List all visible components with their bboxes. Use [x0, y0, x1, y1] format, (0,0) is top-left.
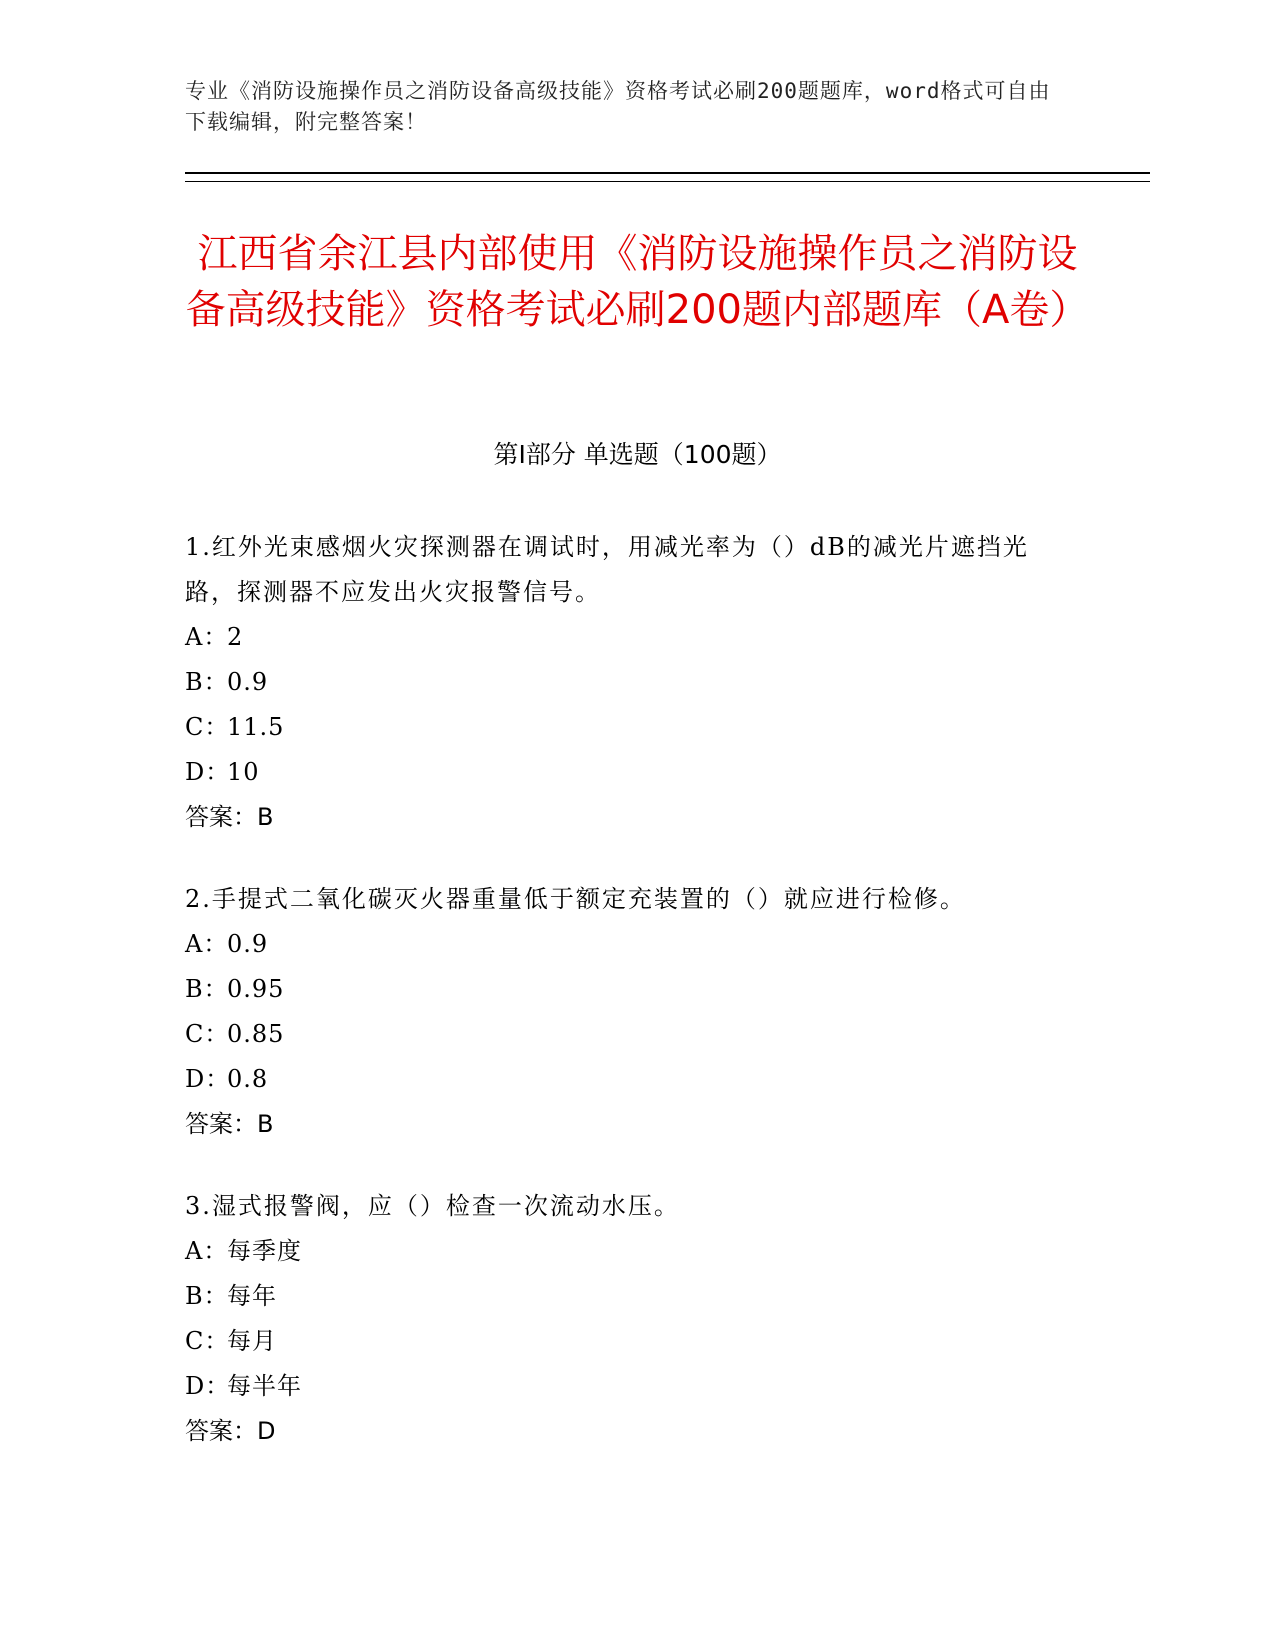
answer-line: 答案：B [185, 803, 274, 831]
header-note: 专业《消防设施操作员之消防设备高级技能》资格考试必刷200题题库，word格式可自由下载编辑，附完整答案！ [185, 79, 1051, 134]
question-item [185, 525, 1075, 840]
option-letter: A： [185, 623, 229, 651]
document-title: 江西省余江县内部使用《消防设施操作员之消防设备高级技能》资格考试必刷200题内部题库（A卷） [185, 231, 1090, 333]
question-item [185, 1184, 1075, 1454]
option-c [185, 1319, 1075, 1364]
option-b [185, 1274, 1075, 1319]
question-stem: 1.红外光束感烟火灾探测器在调试时，用减光率为（）dB的减光片遮挡光路，探测器不应发出火灾报警信号。 [185, 533, 1029, 606]
option-letter: B： [185, 1282, 229, 1310]
option-d [185, 1057, 1075, 1102]
option-text: 0.9 [227, 930, 269, 958]
option-a [185, 922, 1075, 967]
option-a [185, 615, 1075, 660]
option-letter: A： [185, 930, 229, 958]
option-letter: D： [185, 1065, 231, 1093]
option-text: 每半年 [227, 1372, 302, 1400]
question-stem: 3.湿式报警阀，应（）检查一次流动水压。 [185, 1192, 680, 1220]
option-c [185, 705, 1075, 750]
option-letter: C： [185, 713, 230, 741]
option-text: 每月 [227, 1327, 277, 1355]
option-letter: D： [185, 758, 231, 786]
option-b [185, 967, 1075, 1012]
option-text: 每季度 [227, 1237, 302, 1265]
option-text: 0.8 [227, 1065, 269, 1093]
option-text: 11.5 [227, 713, 285, 741]
option-d [185, 1364, 1075, 1409]
question-item [185, 877, 1075, 1147]
option-letter: C： [185, 1020, 230, 1048]
option-letter: C： [185, 1327, 230, 1355]
option-d [185, 750, 1075, 795]
option-text: 10 [227, 758, 260, 786]
answer-line: 答案：D [185, 1417, 276, 1445]
header-divider-thick [185, 172, 1150, 174]
option-letter: D： [185, 1372, 231, 1400]
option-a [185, 1229, 1075, 1274]
option-letter: B： [185, 668, 229, 696]
option-text: 0.95 [227, 975, 285, 1003]
header-divider-thin [185, 181, 1150, 182]
option-text: 0.9 [227, 668, 269, 696]
option-text: 每年 [227, 1282, 277, 1310]
option-c [185, 1012, 1075, 1057]
question-stem: 2.手提式二氧化碳灭火器重量低于额定充装置的（）就应进行检修。 [185, 885, 966, 913]
section-heading: 第I部分 单选题（100题） [493, 440, 782, 469]
option-text: 2 [227, 623, 244, 651]
option-text: 0.85 [227, 1020, 285, 1048]
option-b [185, 660, 1075, 705]
question-list [185, 525, 1075, 1491]
answer-line: 答案：B [185, 1110, 274, 1138]
option-letter: B： [185, 975, 229, 1003]
option-letter: A： [185, 1237, 229, 1265]
